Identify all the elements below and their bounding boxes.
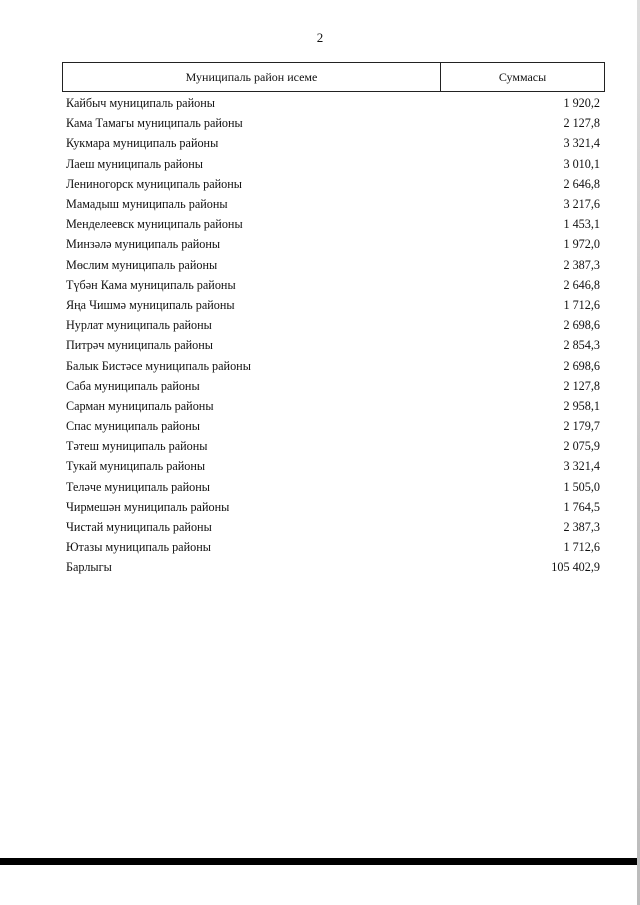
district-sum: 2 387,3: [563, 520, 600, 535]
district-sum: 1 505,0: [563, 479, 600, 494]
district-name: Саба муниципаль районы: [66, 378, 200, 393]
table-row: [66, 396, 600, 416]
district-name: Питрәч муниципаль районы: [66, 338, 213, 353]
column-header-name: Муниципаль район исеме: [63, 63, 441, 91]
table-row: [66, 497, 600, 517]
table-row: [66, 477, 600, 497]
district-name: Кама Тамагы муниципаль районы: [66, 116, 243, 131]
district-name: Менделеевск муниципаль районы: [66, 217, 243, 232]
district-sum: 2 854,3: [563, 338, 600, 353]
district-name: Чирмешән муниципаль районы: [66, 499, 230, 514]
table-row: [66, 315, 600, 335]
district-sum: 105 402,9: [551, 560, 600, 575]
table-row: [66, 113, 600, 133]
page-number: 2: [316, 30, 324, 45]
table-row: [66, 537, 600, 557]
district-name: Кукмара муниципаль районы: [66, 136, 219, 151]
district-name: Кайбыч муниципаль районы: [66, 96, 215, 111]
table-body: [66, 93, 600, 578]
table-row: [66, 133, 600, 153]
district-sum: 2 387,3: [563, 257, 600, 272]
district-sum: 1 920,2: [563, 96, 600, 111]
district-name: Чистай муниципаль районы: [66, 520, 212, 535]
district-sum: 2 698,6: [563, 358, 600, 373]
district-sum: 3 010,1: [563, 156, 600, 171]
district-name: Тукай муниципаль районы: [66, 459, 206, 474]
district-name: Спас муниципаль районы: [66, 419, 200, 434]
district-name: Мамадыш муниципаль районы: [66, 197, 228, 212]
district-name: Теләче муниципаль районы: [66, 479, 210, 494]
table-row: [66, 436, 600, 456]
district-name: Сарман муниципаль районы: [66, 398, 214, 413]
table-row: [66, 234, 600, 254]
table-row: [66, 255, 600, 275]
district-name: Ютазы муниципаль районы: [66, 540, 211, 555]
table-row: [66, 214, 600, 234]
district-sum: 1 712,6: [563, 297, 600, 312]
table-row: [66, 355, 600, 375]
district-sum: 2 127,8: [563, 116, 600, 131]
district-sum: 2 127,8: [563, 378, 600, 393]
column-header-sum: Суммасы: [498, 69, 547, 84]
district-name: Минзәлә муниципаль районы: [66, 237, 221, 252]
district-name: Түбән Кама муниципаль районы: [66, 277, 236, 292]
district-name: Лаеш муниципаль районы: [66, 156, 203, 171]
table-row: [66, 335, 600, 355]
district-name: Нурлат муниципаль районы: [66, 318, 212, 333]
district-sum: 1 972,0: [563, 237, 600, 252]
table-row: [66, 295, 600, 315]
table-row: [66, 376, 600, 396]
table-header: [62, 62, 605, 92]
district-sum: 2 646,8: [563, 176, 600, 191]
table-row: [66, 174, 600, 194]
table-row: [66, 93, 600, 113]
district-sum: 2 958,1: [563, 398, 600, 413]
table-row: [66, 517, 600, 537]
district-sum: 2 179,7: [563, 419, 600, 434]
district-sum: 2 646,8: [563, 277, 600, 292]
district-name: Яңа Чишмә муниципаль районы: [66, 297, 235, 312]
table-row: [66, 154, 600, 174]
district-sum: 2 075,9: [563, 439, 600, 454]
table-row: [66, 456, 600, 476]
district-name: Мөслим муниципаль районы: [66, 257, 218, 272]
district-sum: 1 764,5: [563, 499, 600, 514]
table-row: [66, 194, 600, 214]
district-name: Тәтеш муниципаль районы: [66, 439, 208, 454]
table-row: [66, 557, 600, 577]
district-sum: 3 321,4: [563, 136, 600, 151]
district-name: Барлыгы: [66, 560, 112, 575]
table-row: [66, 416, 600, 436]
district-sum: 2 698,6: [563, 318, 600, 333]
district-name: Лениногорск муниципаль районы: [66, 176, 242, 191]
district-sum: 1 453,1: [563, 217, 600, 232]
table-row: [66, 275, 600, 295]
district-sum: 3 217,6: [563, 197, 600, 212]
district-sum: 3 321,4: [563, 459, 600, 474]
district-name: Балык Бистәсе муниципаль районы: [66, 358, 251, 373]
district-sum: 1 712,6: [563, 540, 600, 555]
scan-bottom-edge: [0, 858, 640, 865]
